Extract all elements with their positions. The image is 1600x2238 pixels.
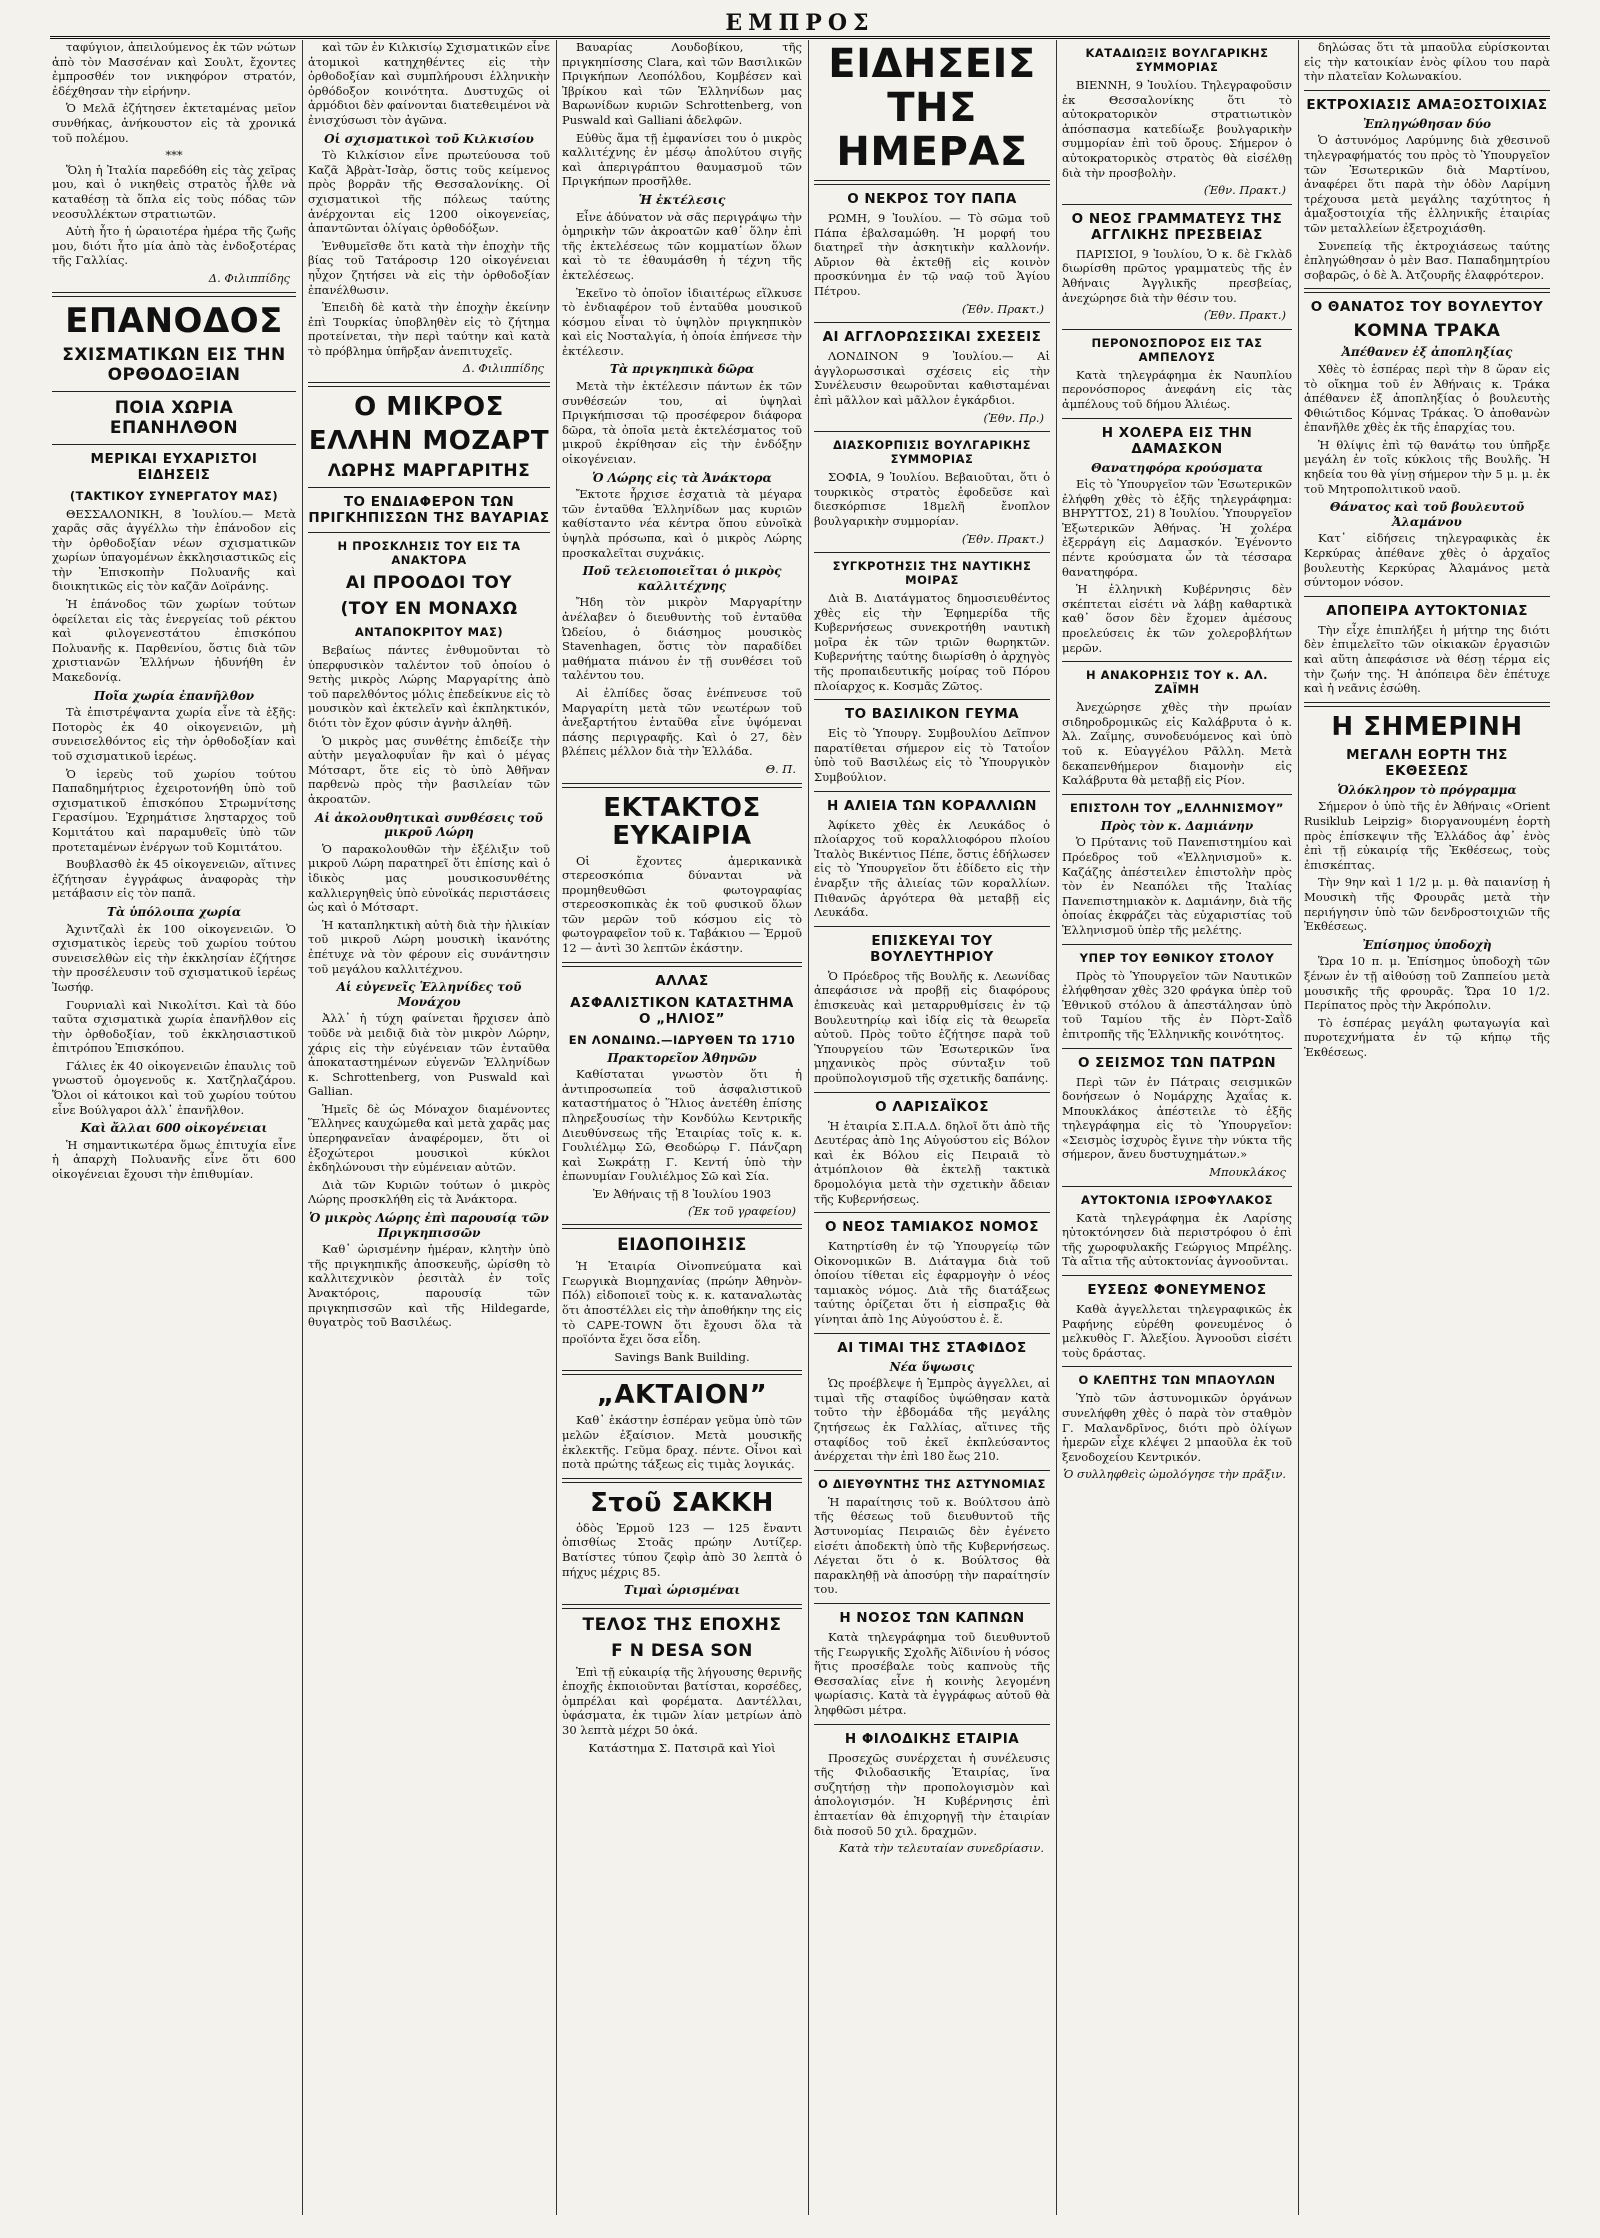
subheading: Αἱ εὐγενεῖς Ἑλληνίδες τοῦ Μονάχου [336,980,522,1009]
article-paragraph: Ἀφίκετο χθὲς ἐκ Λευκάδος ὁ πλοίαρχος τοῦ κοραλλιοφόρου πλοίου Ἰταλὸς Βικέντιος Πέπε, ὅστις ἐδήλωσεν εἰς τὸ Ὑπουργεῖον ὅτι ἐδίδετο εἰς τὴν ἐναρξιν τῆς ἀλιείας τῶν κοραλλίων. Πιθανῶς ἀργότερα θὰ μεταβῇ εἰς Λευκάδα. [814,817,1050,920]
article-paragraph: Ὁ μικρὸς μας συνθέτης ἐπιδείξε τὴν αὐτὴν μεγαλοφυΐαν ἣν καὶ ὁ μέγας Μότσαρτ, ὅτε εἰς τὸ ὑπὸ Ἀθῆναν παρθενὼ πρὸς τὴν βασιλείαν τῶν ἀκροατῶν. [308,733,550,806]
headline-sub: ΣΧΙΣΜΑΤΙΚΩΝ ΕΙΣ ΤΗΝ ΟΡΘΟΔΟΞΙΑΝ [62,344,286,385]
divider [562,783,802,788]
section-stars: *** [165,148,183,163]
divider [562,1478,802,1483]
divider [1304,702,1550,707]
headline-sub: Η ΠΡΟΣΚΛΗΣΙΣ ΤΟΥ ΕΙΣ ΤΑ ΑΝΑΚΤΟΡΑ [337,539,521,568]
article-paragraph: Κατ᾽ εἰδήσεις τηλεγραφικὰς ἐκ Κερκύρας ἀπέθανε χθὲς ὁ ἀρχαῖος βουλευτὴς Κερκύρας Ἀλαμάνος μετὰ σύντομον νόσον. [1304,531,1550,590]
divider [814,699,1050,700]
article-paragraph: Ἡ ἑταιρία Σ.Π.Α.Δ. δηλοῖ ὅτι ἀπὸ τῆς Δευτέρας ἀπὸ 1ης Αὐγούστου εἰς Βόλον καὶ ἐκ Βόλου εἰς Πειραιᾶ τὸ ἀτμόπλοιον θὰ ἐκτελῇ τακτικὰ δρομολόγια μετὰ τὴν σχετικὴν ἄδειαν τῆς Κυβερνήσεως. [814,1118,1050,1206]
headline: ΤΟ ΒΑΣΙΛΙΚΟΝ ΓΕΥΜΑ [844,706,1020,723]
article-paragraph: Ἡμεῖς δὲ ὡς Μόναχον διαμένοντες Ἕλληνες καυχώμεθα καὶ μετὰ χαρᾶς μας ὑπερηφανεῖαν ἀναφέρομεν, ὅτι οἱ ἐξοχώτεροι μουσικοὶ κύκλοι ἐκδηλώνουσι τὴν εὐμένειαν αὐτῶν. [308,1101,550,1175]
article-paragraph: Διὰ Β. Διατάγματος δημοσιευθέντος χθὲς εἰς τὴν Ἐφημερίδα τῆς Κυβερνήσεως συνεκροτήθη ναυτικὴ μοῖρα ἐκ τῶν τριῶν θωρηκτῶν. Κυβερνήτης ταύτης διωρίσθη ὁ ἀρχηγὸς τῆς προπαιδευτικῆς μοίρας τοῦ Πόρου πλοίαρχος κ. Κοσμᾶς Ζῶτος. [814,591,1050,693]
article-paragraph: Ἡ σημαντικωτέρα ὅμως ἐπιτυχία εἶνε ἡ ἀπαρχὴ Πολυανῆς εἶνε ὅτι 600 οἰκογένειαι ἔχουσι τὴν ἐπιθυμίαν. [52,1137,296,1182]
subheading: Τὰ πριγκηπικὰ δῶρα [609,362,755,377]
ad-text: Ἡ Ἑταιρία Οἰνοπνεύματα καὶ Γεωργικὰ Βιομηχανίας (πρώην Ἀθηνὸν-Πόλ) εἰδοποιεῖ τοὺς κ. κ. καταναλωτὰς ὅτι ἀποστέλλει εἰς τὴν ἀποθήκην της εἰς τὸ CAPE-TOWN ὅτι ἔχουσι ὅλα τὰ προϊόντα ἔχει ὅσα εἶδη. [562,1259,802,1347]
ad-subheading: Πρακτορεῖον Ἀθηνῶν [607,1050,757,1065]
article-paragraph: Τὸ ἑσπέρας μεγάλη φωταγωγία καὶ πυροτεχνήματα ἐν τῷ κήπῳ τῆς Ἐκθέσεως. [1304,1015,1550,1059]
column-divider [1056,40,1057,2215]
subheading: Αἱ ἀκολουθητικαὶ συνθέσεις τοῦ μικροῦ Λώρη [315,810,543,840]
article-paragraph: Ἡ ἑλληνικὴ Κυβέρνησις δὲν σκέπτεται εἰσέτι νὰ λάβῃ καθαρτικὰ καθ᾽ ὅσον δὲν ἔχομεν ἀμέσους προελεύσεις ἐκ τῶν χολεροβλήτων μερῶν. [1062,582,1292,655]
ad-headline: Στοῦ ΣΑΚΚΗ [590,1487,774,1518]
headline: ΕΠΙΣΤΟΛΗ ΤΟΥ „ΕΛΛΗΝΙΣΜΟΥ” [1070,800,1284,815]
subheading: Ἐπληγώθησαν δύο [1363,116,1491,131]
article-paragraph: Ἡ παραίτησις τοῦ κ. Βούλτσου ἀπὸ τῆς θέσεως τοῦ διευθυντοῦ τῆς Ἀστυνομίας Πειραιῶς δὲν ἐγένετο εἰσέτι ἀποδεκτὴ ὑπὸ τῆς Κυβερνήσεως. Λέγεται ὅτι ὁ κ. Βούλτσος θὰ παρακληθῇ νὰ ἀποσύρῃ τὴν παραίτησίν του. [814,1494,1050,1597]
ad-headline: ΑΛΛΑΣ [655,972,709,989]
article-paragraph: δηλώσας ὅτι τὰ μπαοῦλα εὑρίσκονται εἰς τὴν κατοικίαν ἑνὸς φίλου του παρὰ τὴν πλατεῖαν Κολωνακίου. [1304,40,1550,84]
source-tag: (Ἐθν. Πρακτ.) [961,301,1044,316]
divider [814,180,1050,185]
divider [1062,661,1292,662]
headline: Η ΑΝΑΚΟΡΗΣΙΣ ΤΟΥ κ. ΑΛ. ΖΑΪΜΗ [1086,668,1268,697]
column-divider [808,40,809,2215]
divider [562,1224,802,1229]
column-divider [1298,40,1299,2215]
author-signature: Δ. Φιλιππίδης [462,361,544,376]
headline-mikros: Ο ΜΙΚΡΟΣ [354,392,504,423]
article-paragraph: Ὁ παρακολουθῶν τὴν ἐξέλιξιν τοῦ μικροῦ Λώρη παρατηρεῖ ὅτι ἐπίσης καὶ ὁ ἰδικὸς μας μουσικοσυνθέτης καλλιεργηθεὶς ὑπὸ εὐνοϊκάς περιστάσεις ὡς καὶ ὁ Μότσαρτ. [308,841,550,915]
article-paragraph: Ὑπὸ τῶν ἀστυνομικῶν ὀργάνων συνελήφθη χθὲς ὁ παρὰ τὸν σταθμὸν Γ. Μαλανδρῖνος, διότι πρὸ ὀλίγων ἡμερῶν εἶχε κλέψει 2 μπαοῦλα ἐκ τοῦ ξενοδοχείου Κεντρικόν. [1062,1391,1292,1464]
ad-headline: ΕΚΤΑΚΤΟΣ ΕΥΚΑΙΡΙΑ [603,792,761,851]
column-divider [302,40,303,2215]
ad-text: Οἱ ἔχοντες ἀμερικανικὰ στερεοσκόπια δύνανται νὰ προμηθευθῶσι φωτογραφίας στερεοσκοπικὰς ἐκ τοῦ φυσικοῦ ὅλων τῶν μερῶν τοῦ κόσμου εἰς τὸ φωτογραφεῖον τοῦ κ. Ταβάκιου — Ἑρμοῦ 12 — ἀντὶ 30 λεπτῶν ἑκάστην. [562,853,802,956]
article-paragraph: Κατὰ τηλεγράφημα ἐκ Ναυπλίου περονόσπορος ἀνεφάνη εἰς τὰς ἀμπέλους τοῦ δήμου Ἁλιέως. [1062,367,1292,411]
divider [1304,596,1550,597]
ad-headline: F N DESA SON [611,1640,753,1661]
headline: ΑΙ ΑΓΓΛΟΡΩΣΣΙΚΑΙ ΣΧΕΣΕΙΣ [822,329,1042,346]
author-signature: Μπουκλάκος [1209,1165,1286,1180]
divider [308,487,550,488]
article-paragraph: Ὡς προέβλεψε ἡ Ἐμπρὸς ἀγγελλει, αἱ τιμαὶ τῆς σταφίδος ὑψώθησαν κατὰ τοῦτο τὴν ἑβδομάδα τῆς μεγάλης ζητήσεως ἐκ Γαλλίας, αἵτινες τῆς σταφίδος τοῦ ἐκεῖ ἐκπλεύσαντος ἀνέρχεται τὴν ἐπὶ 180 ἔως 210. [814,1376,1050,1464]
source-tag: (Ἐθν. Πρακτ.) [1203,308,1286,323]
divider [52,444,296,445]
article-paragraph: Ἀλλ᾽ ἡ τύχη φαίνεται ἤρχισεν ἀπὸ τοῦδε νὰ μειδιᾷ διὰ τὸν μικρὸν Λώρην, χάρις εἰς τὴν εὐγένειαν τῶν ἐνταῦθα ἀποκαταστημένων εὐγενῶν Ἑλληνίδων κ. Schrottenberg, von Puswald καὶ Gallian. [308,1011,550,1099]
subheading: Τὰ ὑπόλοιπα χωρία [106,904,242,919]
article-paragraph: Ἡ ἐπάνοδος τῶν χωρίων τούτων ὀφείλεται εἰς τὰς ἐνεργείας τοῦ ρέκτου καὶ φιλογενεστάτου ἐπισκόπου Πολυανῆς κ. Παρθενίου, ὅστις διὰ τῶν χριστιανῶν Ἑλλήνων ἠδυνήθη ἐν Μακεδονίᾳ. [52,597,296,685]
article-paragraph: ταφύγιον, ἀπειλούμενος ἐκ τῶν νώτων ἀπὸ τὸν Μασσέναν καὶ Σουλτ, ἔχοντες ἐμπροσθέν τον νικηφόρον στρατόν, ἐδέχθησαν τὴν εἰρήνην. [52,40,296,98]
article-paragraph: Ἐπειδὴ δὲ κατὰ τὴν ἐποχὴν ἐκείνην ἐπὶ Τουρκίας ὑποβληθὲν εἰς τὸ ζήτημα προτείνεται, τὴν περὶ ταύτην καὶ κατὰ τὸ πρόβλημα ὑπῆρξαν ἀνεπιτυχεῖς. [308,300,550,358]
ad-text: Ἐπὶ τῇ εὐκαιρίᾳ τῆς λήγουσης θερινῆς ἐποχῆς ἐκποιοῦνται βατίσται, κορσέδες, ὀμπρέλαι καὶ φορέματα. Δαντέλλαι, ὑφάσματα, ἐκ τιμῶν λίαν μετρίων ἀπὸ 30 λεπτὰ μέχρι 50 ὀκά. [562,1664,802,1738]
headline: Ο ΘΑΝΑΤΟΣ ΤΟΥ ΒΟΥΛΕΥΤΟΥ [1310,299,1544,316]
article-paragraph: Αἱ ἐλπίδες ὅσας ἐνέπνευσε τοῦ Μαργαρίτη μετὰ τῶν νεωτέρων τοῦ ἀνεξαρτήτου ἐνταῦθα εἶνε ὑψόμεναι πάσης περιγραφῆς. Καὶ ὁ 27, δὲν βλέπεις μέλλον διὰ τὴν Ἑλλάδα. [562,685,802,759]
article-paragraph: Μετὰ τὴν ἐκτέλεσιν πάντων ἐκ τῶν συνθέσεών του, αἱ ὑψηλαὶ Πριγκήπισσαι τῷ προσέφερον διάφορα δῶρα, τὰ ὁποῖα μετὰ ἐκτελέσματος τοῦ μικροῦ ἐκρίθησαν εἰς τὴν ἐνδόξην οἰκογένειαν. [562,379,802,467]
article-paragraph: Γάλιες ἐκ 40 οἰκογενειῶν ἐπαυλις τοῦ γνωστοῦ ὁμογενοῦς κ. Χατζηλαζάρου. Ὅλοι οἱ κάτοικοι καὶ τοῦ χωρίου τούτου εἶνε Βούλγαροι ἀλλ᾽ ἐπανῆλθον. [52,1058,296,1117]
article-paragraph: Καθὰ ἀγγελλεται τηλεγραφικῶς ἐκ Ραφήνης εὑρέθη φονευμένος ὁ μελκυθὸς Γ. Ἀλεξίου. Ἀγνοοῦσι εἰσέτι τοὺς δράστας. [1062,1302,1292,1360]
subheading: Ὁ μικρὸς Λώρης ἐπὶ παρουσίᾳ τῶν Πριγκηπισσῶν [309,1211,549,1240]
divider [1304,90,1550,91]
headline: ΑΥΤΟΚΤΟΝΙΑ ΙΣΡΟΦΥΛΑΚΟΣ [1081,1192,1273,1207]
headline: ΥΠΕΡ ΤΟΥ ΕΘΝΙΚΟΥ ΣΤΟΛΟΥ [1079,950,1275,965]
article-paragraph: καὶ τῶν ἐν Κιλκισίῳ Σχισματικῶν εἶνε ἀτομικοὶ κατηχηθέντες εἰς τὴν ὀρθοδοξίαν καὶ συμπλήρουσι ἑλληνικὴν ὀρθόδοξον κοινότητα. Δυστυχῶς οἱ ἀρμόδιοι δὲν φαίνονται διατεθειμένοι νὰ ἐνισχύσωσι τὸν ἀγῶνα. [308,40,550,127]
column-4 [814,40,1050,2215]
headline: ΕΠΙΣΚΕΥΑΙ ΤΟΥ ΒΟΥΛΕΥΤΗΡΙΟΥ [870,932,994,965]
column-6 [1304,40,1550,2215]
headline-sub: ΤΟ ΕΝΔΙΑΦΕΡΟΝ ΤΩΝ ΠΡΙΓΚΗΠΙΣΣΩΝ ΤΗΣ ΒΑΥΑΡΙΑΣ [308,494,550,527]
ad-text: Καθ᾽ ἑκάστην ἑσπέραν γεῦμα ὑπὸ τῶν μελῶν ἐξαίσιον. Μετὰ μουσικῆς ἐκλεκτῆς. Γεῦμα δραχ. πέντε. Οἶνοι καὶ ποτὰ πρώτης τάξεως εἰς τιμὰς λογικάς. [562,1413,802,1472]
column-2 [308,40,550,2215]
ad-text: Καθίσταται γνωστὸν ὅτι ἡ ἀντιπροσωπεία τοῦ ἀσφαλιστικοῦ καταστήματος ὁ Ἥλιος ἀνετέθη ἐπίσης πληρεξουσίως τὴν Κονδύλω Κεντρικῆς Διευθύνσεως τῆς Ἑταιρίας τοῖς κ. κ. Γουλιέλμῳ Σῶ, Θεοδώρῳ Γ. Πάνζαρη καὶ Σωκράτῃ Γ. Κεντή ὑπὸ τὴν ἐπωνυμίαν Γουλιέλμος Σῶ καὶ Σία. [562,1067,802,1184]
article-paragraph: Αὐτὴ ἦτο ἡ ὡραιοτέρα ἡμέρα τῆς ζωῆς μου, διότι ἦτο μία ἀπὸ τὰς ἐνδοξοτέρας τῆς Γαλλίας. [52,224,296,268]
divider [52,391,296,392]
article-paragraph: Τὸ Κιλκίσιον εἶνε πρωτεύουσα τοῦ Καζᾶ Ἀβρὰτ-Ἰσὰρ, ὅστις τοῦς κείμενος πρὸς βορρᾶν τῆς Θεσσαλονίκης. Οἱ σχισματικοὶ τῆς πόλεως ταύτης ἀνέρχονται εἰς 1200 οἰκογενείας, ἀπαντῶνται ὁλίγαις ὀρθοδόξων. [308,148,550,236]
author-signature: Θ. Π. [765,761,796,776]
article-paragraph: Ἤδη τὸν μικρὸν Μαργαρίτην ἀνέλαβεν ὁ διευθυντὴς τοῦ ἐνταῦθα Ὠδείου, ὁ διάσημος μουσικὸς Stavenhagen, ὅστις τὸν παραδίδει μαθήματα πιάνου ἐν τῇ συνθέσει τοῦ ταλέντου του. [562,595,802,683]
divider [814,431,1050,432]
article-paragraph: ΣΟΦΙΑ, 9 Ἰουλίου. Βεβαιοῦται, ὅτι ὁ τουρκικὸς στρατὸς ἐφοδεῦσε καὶ διεσκόρπισε 18μελῆ ἔνοπλον βουλγαρικὴν συμμορίαν. [814,470,1050,528]
article-paragraph: Εἰς τὸ Ὑπουργεῖον τῶν Ἐσωτερικῶν ἐλήφθη χθὲς τὸ ἑξῆς τηλεγράφημα: ΒΗΡΥΤΤΟΣ, 21) 8 Ἰουλίου. Ὑπουργεῖον Ἐξωτερικῶν Ἀθήνας. Ἡ χολέρα ἐξερράγη εἰς Δαμασκόν. Ἐγένοντο πέντε κρούσματα ὧν τὰ τέσσαρα θανατηφόρα. [1062,477,1292,579]
ad-text: ὁδὸς Ἑρμοῦ 123 — 125 ἔναντι ὀπισθίως Στοᾶς πρώην Λυτίζερ. Βατίστες τύπου ζεφὶρ ἀπὸ 30 λεπτὰ ὁ πήχυς μέχρις 85. [562,1520,802,1579]
subheading: Καὶ ἄλλαι 600 οἰκογένειαι [80,1121,268,1136]
headline: Ο ΝΕΟΣ ΤΑΜΙΑΚΟΣ ΝΟΜΟΣ [825,1219,1039,1236]
article-paragraph: Ἡ θλίψις ἐπὶ τῷ θανάτῳ του ὑπῆρξε μεγάλη ἐν τοῖς κύκλοις τῆς Βουλῆς. Ἡ κηδεία του θὰ γίνῃ σήμερον τὴν 5 μ. μ. ἐκ τοῦ Μητροπολιτικοῦ ναοῦ. [1304,437,1550,496]
source-tag: (Ἐθν. Πρ.) [983,410,1044,425]
article-paragraph: Βαυαρίας Λουδοβίκου, τῆς πριγκηπίσσης Clara, καὶ τῶν Βασιλικῶν Πριγκήπων Λεοπόλδου, Κομβέσεν καὶ Ἰβρίκου καὶ τῶν Ἑλληνίδων μας Βαρωνίδων κυριῶν Schrottenberg, von Puswald καὶ Galliani ἀδελφῶν. [562,40,802,127]
article-paragraph: ΘΕΣΣΑΛΟΝΙΚΗ, 8 Ἰουλίου.— Μετὰ χαρᾶς σᾶς ἀγγέλλω τὴν ἐπάνοδον εἰς τὴν ὀρθοδοξίαν νέων σχισματικῶν χωρίων ὑπαγομένων ἐκκλησιαστικῶς εἰς τὴν Ἐπισκοπὴν Πολυανῆς καὶ διοικητικῶς εἰς τὸν καζᾶν Δοϊράνης. [52,506,296,594]
subheading: Ποῦ τελειοποιεῖται ὁ μικρὸς καλλιτέχνης [582,564,782,593]
subheading: Ἀπέθανεν ἐξ ἀποπληξίας [1341,345,1513,360]
article-paragraph: Ἡ καταπληκτικὴ αὐτὴ διὰ τὴν ἡλικίαν τοῦ μικροῦ Λώρη μουσικὴ ἱκανότης ἐπέτυχε νὰ τὸν φέρουν εἰς συνάντησιν τοῦ μεγάλου καλλιτέχνου. [308,917,550,976]
headline: ΑΙ ΤΙΜΑΙ ΤΗΣ ΣΤΑΦΙΔΟΣ [837,1339,1027,1356]
article-paragraph: Σήμερον ὁ ὑπὸ τῆς ἐν Ἀθήναις «Orient Rusiklub Leipzig» διοργανουμένη ἑορτὴ πρὸς ἐπίσκεψιν τῆς Ἑλλάδος ἀφ᾽ ἑνὸς ἐπὶ τῇ εὐκαιρίᾳ τῆς Ἐκθέσεως, τοὺς ἐπισκέπτας. [1304,799,1550,872]
ad-signature: (Ἐκ τοῦ γραφείου) [688,1203,796,1218]
article-paragraph: Συνεπείᾳ τῆς ἐκτροχιάσεως ταύτης ἐπληγώθησαν ὁ μὲν Βασ. Παπαδημητρίου σοβαρῶς, ὁ δὲ Ἀ. Ἀτζουρῆς ἐλαφρότερον. [1304,238,1550,282]
article-paragraph: ΠΑΡΙΣΙΟΙ, 9 Ἰουλίου, Ὁ κ. δὲ Γκλὰδ διωρίσθη πρῶτος γραμματεὺς τῆς ἐν Ἀθήναις Ἀγγλικῆς πρεσβείας, ἀνεχώρησε διὰ τὴν θέσιν του. [1062,246,1292,305]
headline: Ο ΚΛΕΠΤΗΣ ΤΩΝ ΜΠΑΟΥΛΩΝ [1078,1373,1276,1388]
column-1 [52,40,296,2215]
headline: Ο ΣΕΙΣΜΟΣ ΤΩΝ ΠΑΤΡΩΝ [1077,1054,1276,1071]
article-paragraph: Βεβαίως πάντες ἐνθυμοῦνται τὸ ὑπερφυσικὸν ταλέντον τοῦ ὁποίου ὁ 9ετὴς μικρὸς Λώρης Μαργαρίτης ἀπὸ τοῦ παρελθόντος μόλις ἐπεδείκνυε εἰς τὸ μουσικὸν καὶ ἐκτελεῖν καὶ ἐκπληκτικόν, διότι τὸν ἔχον φύσιν ἀγνὴν ἀληθῆ. [308,643,550,731]
headline: ΕΥΣΕΩΣ ΦΟΝΕΥΜΕΝΟΣ [1087,1282,1267,1299]
article-paragraph: Εἰς τὸ Ὑπουργ. Συμβουλίου Δεῖπνον παρατίθεται σήμερον εἰς τὸ Τατοΐον ὑπὸ τοῦ Βασιλέως εἰς τὸ Ὑπουργικὸν Συμβούλιον. [814,726,1050,785]
article-paragraph: Πρὸς τὸ Ὑπουργεῖον τῶν Ναυτικῶν ἐλήφθησαν χθὲς 320 φράγκα ὑπὲρ τοῦ Ἐθνικοῦ στόλου ἃ ἀπεστάλησαν ὑπὸ τοῦ Ταμίου τῆς ἐν Πὸρτ-Σαῒδ ἐπιτροπῆς τῆς Ἑλληνικῆς κοινότητος. [1062,968,1292,1041]
divider [1062,1186,1292,1187]
divider [1304,288,1550,293]
headline: ΚΑΤΑΔΙΩΞΙΣ ΒΟΥΛΓΑΡΙΚΗΣ ΣΥΜΜΟΡΙΑΣ [1085,46,1269,74]
divider [814,1092,1050,1093]
headline: Ο ΛΑΡΙΣΑΪΚΟΣ [875,1098,989,1115]
article-paragraph: Ὁ ἀστυνόμος Λαρύμνης διὰ χθεσινοῦ τηλεγραφήματός του πρὸς τὸ Ὑπουργεῖον τῶν Ἐσωτερικῶν διὰ Μαρτίνου, ἀναφέρει ὅτι παρὰ τὴν ὁδὸν Λαρίμνη τρέχουσα μετὰ μεγάλης ταχύτητος ἡ ἁμαξοστοιχία τῆς ἑλληνικῆς ἑταιρίας τῶν μεταλλείων ἐξετροχιάσθη. [1304,133,1550,235]
subheading: Ὁ Λώρης εἰς τὰ Ἀνάκτορα [592,470,772,485]
divider [1062,418,1292,419]
headline: Η ΣΗΜΕΡΙΝΗ [1331,711,1523,742]
article-paragraph: ΒΙΕΝΝΗ, 9 Ἰουλίου. Τηλεγραφοῦσιν ἐκ Θεσσαλονίκης ὅτι τὸ αὐτοκρατορικὸν στρατιωτικὸν ἀπόσπασμα κατεδίωξε βουλγαρικὴν συμμορίαν ἐπὶ τοῦ ὄρους. Σήμερον ὁ αὐτοκρατορικὸς στρατὸς θὰ εἰσέλθῃ διὰ τὴν προσβολὴν. [1062,78,1292,180]
ad-subheading: ΕΝ ΛΟΝΔΙΝΩ.—ΙΔΡΥΘΕΝ ΤΩ 1710 [568,1032,796,1047]
divider [1062,1366,1292,1367]
article-note: Κατὰ τὴν τελευταίαν συνεδρίασιν. [838,1841,1044,1856]
headline: ΔΙΑΣΚΟΡΠΙΣΙΣ ΒΟΥΛΓΑΡΙΚΗΣ ΣΥΜΜΟΡΙΑΣ [832,438,1032,467]
divider [562,1604,802,1609]
column-5 [1062,40,1292,2215]
ad-signature: Κατάστημα Σ. Πατσιρᾶ καὶ Υἱοὶ [588,1740,776,1755]
headline: ΕΚΤΡΟΧΙΑΣΙΣ ΑΜΑΞΟΣΤΟΙΧΙΑΣ [1306,96,1548,113]
headline-sub: ΠΟΙΑ ΧΩΡΙΑ ΕΠΑΝΗΛΘΟΝ [109,397,239,438]
article-paragraph: Ἀχιντζαλὶ ἐκ 100 οἰκογενειῶν. Ὁ σχισματικὸς ἱερεὺς τοῦ χωρίου τούτου συνεισελθὼν εἰς τὴν ἐκκλησίαν ἐζήτησε τὴν προσέλευσιν τοῦ σχισματικοῦ ἱερέως Ἰωσήφ. [52,921,296,994]
article-paragraph: ΛΟΝΔΙΝΟΝ 9 Ἰουλίου.— Αἱ ἀγγλορωσσικαὶ σχέσεις εἰς τὴν Συνέλευσιν θεωροῦνται καθισταμέναι ἐπὶ μᾶλλον καὶ μᾶλλον ἐγκάρδιοι. [814,349,1050,407]
headline-sub: ΑΙ ΠΡΟΟΔΟΙ ΤΟΥ [345,573,513,594]
headline-sub: ΜΕΡΙΚΑΙ ΕΥΧΑΡΙΣΤΟΙ ΕΙΔΗΣΕΙΣ [90,450,258,483]
source-tag: (Ἐθν. Πρακτ.) [1203,183,1286,198]
ad-headline: ΑΣΦΑΛΙΣΤΙΚΟΝ ΚΑΤΑΣΤΗΜΑ Ο „ΗΛΙΟΣ” [570,994,794,1027]
article-paragraph: Ἀνεχώρησε χθὲς τὴν πρωίαν σιδηροδρομικῶς εἰς Καλάβρυτα ὁ κ. Ἀλ. Ζαΐμης, συνοδευόμενος καὶ ὑπὸ τοῦ κ. Εὐαγγέλου Ρᾶλλη. Μετὰ δεκαπενθήμερον διαμονὴν εἰς Καλάβρυτα θὰ μεταβῇ εἰς Ρίον. [1062,700,1292,788]
subheading: Ποῖα χωρία ἐπανῆλθον [93,688,255,703]
newspaper-title: ΕΜΠΡΟΣ [725,10,875,36]
article-paragraph: Ὅλη ἡ Ἰταλία παρεδόθη εἰς τὰς χεῖρας μου, καὶ ὁ νικηθεὶς στρατὸς ἦλθε νὰ καταθέσῃ τὰ ὅπλα εἰς τοὺς πόδας τῶν νεοσυλλέκτων στρατιωτῶν. [52,162,296,221]
ad-headline: „ΑΚΤΑΙΟΝ” [596,1380,768,1411]
ad-address: Savings Bank Building. [614,1349,750,1364]
article-note: Ὁ συλληφθεὶς ὡμολόγησε τὴν πρᾶξιν. [1063,1467,1286,1482]
section-banner: ΕΙΔΗΣΕΙΣ ΤΗΣ ΗΜΕΡΑΣ [828,41,1036,175]
article-paragraph: Κατὰ τηλεγράφημα ἐκ Λαρίσης ηὐτοκτόνησεν διὰ περιστρόφου ὁ ἐπὶ τῆς χωροφυλακῆς Γεώργιος Μπρέλης. Τὰ αἴτια τῆς αὐτοκτονίας ἀγνοοῦνται. [1062,1210,1292,1269]
column-3 [562,40,802,2215]
ad-date: Ἐν Ἀθήναις τῇ 8 Ἰουλίου 1903 [592,1187,772,1201]
article-paragraph: Τὴν 9ην καὶ 1 1/2 μ. μ. θὰ παιανίσῃ ἡ Μουσικὴ τῆς Φρουρᾶς μετὰ τὴν περιήγησιν ὑπὸ τῶν δενδροστοιχιῶν τῆς Ἐκθέσεως. [1304,875,1550,934]
article-paragraph: Ἔκτοτε ἦρχισε ἐσχατιὰ τὰ μέγαρα τῶν ἐνταῦθα Ἑλληνίδων μας κυριῶν καθίσταντο νέα κέντρα ὅπου εὐνοῖκὰ ὑψηλὰ πρόσωπα, καὶ ὁ μικρὸς Λώρης προσκαλεῖται συχνάκις. [562,487,802,560]
divider [814,1470,1050,1471]
article-paragraph: Ὁ Πρύτανις τοῦ Πανεπιστημίου καὶ Πρόεδρος τοῦ «Ἑλληνισμοῦ» κ. Καζάζης ἀπέστειλεν ἐπιστολὴν πρὸς τὸν ἐν Νεαπόλει τῆς Ἰταλίας Πανεπιστημιακὸν κ. Δαμιάνην, διὰ τῆς ὁποίας ἐκφράζει τὰς εὐχαριστίας τοῦ Ἑλληνισμοῦ ὑπὲρ τῆς μελέτης. [1062,835,1292,937]
divider [1062,1048,1292,1049]
divider [1062,1275,1292,1276]
article-paragraph: Τὰ ἐπιστρέψαντα χωρία εἶνε τὰ ἑξῆς: Ποτορὸς ἐκ 40 οἰκογενειῶν, μὴ συνεισελθόντος εἰς τὴν ὀρθοδοξίαν καὶ τοῦ σχισματικοῦ ἱερέως. [52,705,296,763]
article-paragraph: Εὐθὺς ἅμα τῇ ἐμφανίσει του ὁ μικρὸς καλλιτέχνης ἐν μέσῳ ἀπολύτου σιγῆς καὶ ἀπεριγράπτου θαυμασμοῦ τῶν Πριγκήπων προσῆλθε. [562,130,802,189]
headline-epanodos: ΕΠΑΝΟΔΟΣ [65,300,283,341]
subheading: Θάνατος καὶ τοῦ βουλευτοῦ Ἀλαμάνου [1329,500,1525,529]
headline: Ο ΝΕΚΡΟΣ ΤΟΥ ΠΑΠΑ [847,191,1017,207]
article-paragraph: Ὁ ἱερεὺς τοῦ χωρίου τούτου Παπαδημήτριος ἐχειροτονήθη ὑπὸ τοῦ σχισματικοῦ ἐπισκόπου Στρωμνίτσης Γερασίμου. Ἐχρημάτισε λησταρχος τοῦ Κομιτάτου καὶ παραμυθεῖς ὑπὸ τῶν προτεταμένων ἐνέργων τοῦ Κομιτάτου. [52,766,296,854]
divider [814,1724,1050,1725]
divider [814,322,1050,323]
byline: (ΤΑΚΤΙΚΟΥ ΣΥΝΕΡΓΑΤΟΥ ΜΑΣ) [69,488,279,503]
divider [1062,329,1292,330]
headline: ΜΕΓΑΛΗ ΕΟΡΤΗ ΤΗΣ ΕΚΘΕΣΕΩΣ [1346,746,1508,779]
divider [308,382,550,387]
subheading: Ἐπίσημος ὑποδοχὴ [1362,937,1492,952]
author-signature: Δ. Φιλιππίδης [208,270,290,285]
article-paragraph: ΡΩΜΗ, 9 Ἰουλίου. — Τὸ σῶμα τοῦ Πάπα ἐβαλσαμώθη. Ἡ μορφή του διατηρεῖ τὴν ἀσκητικὴν καλλονήν. Αὔριον θὰ ἐκτεθῇ εἰς κοινὸν προσκύνημα ἐν τῷ ναῷ τοῦ Ἁγίου Πέτρου. [814,211,1050,298]
divider [814,1333,1050,1334]
article-paragraph: Διὰ τῶν Κυριῶν τούτων ὁ μικρὸς Λώρης προσκλήθη εἰς τὰ Ἀνάκτορα. [308,1177,550,1207]
divider [814,926,1050,927]
headline: ΣΥΓΚΡΟΤΗΣΙΣ ΤΗΣ ΝΑΥΤΙΚΗΣ ΜΟΙΡΑΣ [832,559,1032,588]
headline: Ο ΔΙΕΥΘΥΝΤΗΣ ΤΗΣ ΑΣΤΥΝΟΜΙΑΣ [818,1476,1046,1491]
divider [52,292,296,297]
article-paragraph: Προσεχῶς συνέρχεται ἡ συνέλευσις τῆς Φιλοδασικῆς Ἑταιρίας, ἵνα συζητήσῃ τὴν προπολογισμὸν καὶ ἀπολογισμόν. Ἡ Κυβέρνησις ἐπὶ ἐπταετίαν θὰ ἐπιχορηγῇ τὴν ἑταιρίαν διὰ ποσοῦ 50 χιλ. δραχμῶν. [814,1750,1050,1838]
divider [1062,944,1292,945]
article-paragraph: Χθὲς τὸ ἑσπέρας περὶ τὴν 8 ὥραν εἰς τὸ οἴκημα τοῦ ἐν Ἀθήναις κ. Τράκα ἀπέθανεν ἐξ ἀποπληξίας ὁ βουλευτὴς Φθιώτιδος Κόμνας Τράκας. Ὁ ἀποθανὼν ἐπανῆλθε χθὲς ἐκ τῆς ἐπαρχίας του. [1304,361,1550,435]
divider [1062,794,1292,795]
headline: ΠΕΡΟΝΟΣΠΟΡΟΣ ΕΙΣ ΤΑΣ ΑΜΠΕΛΟΥΣ [1091,335,1263,364]
article-paragraph: Καθ᾽ ὡρισμένην ἡμέραν, κλητὴν ὑπὸ τῆς πριγκηπικῆς ἀποσκευῆς, ὡρίσθη τὸ καλλιτεχνικὸν ῥεσιτὰλ ἐν τοῖς Ἀνακτόροις, παρουσίᾳ τῶν πριγκηπισσῶν καὶ τῆς Hildegarde, θυγατρὸς τοῦ Βασιλέως. [308,1242,550,1330]
article-paragraph: Ὁ Πρόεδρος τῆς Βουλῆς κ. Λεωνίδας ἀπεφάσισε νὰ προβῇ εἰς διαφόρους ἐπισκευὰς καὶ μεταρρυθμίσεις ἐν τῷ Βουλευτηρίῳ καὶ ἰδίᾳ εἰς τὰ θεωρεῖα αὐτοῦ. Πρὸς τοῦτο ἐζήτησε παρὰ τοῦ Ὑπουργείου τῶν Ἐσωτερικῶν ἵνα μηχανικὸς πρὸς σύνταξιν τοῦ προϋπολογισμοῦ τῆς σχετικῆς δαπάνης. [814,968,1050,1085]
article-paragraph: Εἶνε ἀδύνατον νὰ σᾶς περιγράψω τὴν ὁμηρικὴν τῶν ἀκροατῶν καθ᾽ ὅλην ἐπὶ τῆς ἐκτελέσεως τῶν κομματίων ὅλων καὶ τὸ τε ἐθαυμάσθη ἡ τέχνη τῆς ἐκτελέσεως. [562,209,802,282]
subheading: Οἱ σχισματικοὶ τοῦ Κιλκισίου [324,131,534,146]
divider [562,962,802,967]
headline: Η ΧΟΛΕΡΑ ΕΙΣ ΤΗΝ ΔΑΜΑΣΚΟΝ [1101,424,1253,457]
article-paragraph: Ἐνθυμεῖσθε ὅτι κατὰ τὴν ἐποχὴν τῆς βίας τοῦ Τατάροσιρ 120 οἰκογένειαι ηὖχον ζητήσει νὰ εἰς τὴν ὀρθοδοξίαν ἐπανέλθωσιν. [308,238,550,297]
source-tag: (Ἐθν. Πρακτ.) [961,531,1044,546]
headline: Η ΑΛΙΕΙΑ ΤΩΝ ΚΟΡΑΛΛΙΩΝ [827,797,1037,814]
divider [814,1212,1050,1213]
divider [814,1603,1050,1604]
article-paragraph: Ὁ Μελᾶ ἐζήτησεν ἐκτεταμένας μεῖον συνθήκας, ἀνήκουστον εἰς τὰ χρονικά τοῦ πολέμου. [52,101,296,145]
divider [1062,204,1292,205]
article-paragraph: Τὴν εἶχε ἐπιπλήξει ἡ μήτηρ της διότι δὲν ἐπιμελεῖτο τῶν οἰκιακῶν ἐργασιῶν καὶ αὕτη ἀπεφάσισε νὰ θέσῃ τέρμα εἰς τὴν ζωήν της. Ἡ ἀπόπειρα δὲν ἐπέτυχε καὶ ἡ νεᾶνις ἐσώθη. [1304,622,1550,696]
article-paragraph: Γουρνιαλὶ καὶ Νικολίτσι. Καὶ τὰ δύο ταῦτα σχισματικὰ χωρία ἐπανῆλθον εἰς τὴν ὀρθοδοξίαν, τοῦ ἐκκλησιαστικοῦ ἐπιτρόπου Ἐπισκόπου. [52,997,296,1056]
headline-sub: (ΤΟΥ ΕΝ ΜΟΝΑΧΩ [340,599,518,620]
byline: ΑΝΤΑΠΟΚΡΙΤΟΥ ΜΑΣ) [354,625,504,640]
ad-headline: ΕΙΔΟΠΟΙΗΣΙΣ [617,1235,747,1256]
divider [814,552,1050,553]
headline: Ο ΝΕΟΣ ΓΡΑΜΜΑΤΕΥΣ ΤΗΣ ΑΓΓΛΙΚΗΣ ΠΡΕΣΒΕΙΑΣ [1071,210,1283,243]
divider [814,791,1050,792]
subheading: Ἡ ἐκτέλεσις [638,192,726,207]
ad-subheading: Τιμαὶ ὡρισμέναι [623,1583,741,1598]
headline: ΑΠΟΠΕΙΡΑ ΑΥΤΟΚΤΟΝΙΑΣ [1326,602,1528,619]
divider [308,532,550,533]
ad-headline: ΤΕΛΟΣ ΤΗΣ ΕΠΟΧΗΣ [582,1614,782,1635]
subheading: Ὁλόκληρον τὸ πρόγραμμα [1337,782,1517,797]
headline-name: ΛΩΡΗΣ ΜΑΡΓΑΡΙΤΗΣ [327,461,531,482]
article-paragraph: Κατηρτίσθη ἐν τῷ Ὑπουργείῳ τῶν Οἰκονομικῶν Β. Διάταγμα διὰ τοῦ ὁποίου τίθεται εἰς ἐφαρμογὴν ὁ νέος ταμιακὸς νόμος. Διὰ τῆς διατάξεως ταύτης ὁρίζεται ὅτι ἡ εἰσπραξις θὰ γίνηται ἀπὸ 1ης Αὐγούστου ἐ. ἔ. [814,1239,1050,1327]
article-paragraph: Ὥρα 10 π. μ. Ἐπίσημος ὑποδοχὴ τῶν ξένων ἐν τῇ αἰθούσῃ τοῦ Ζαππείου μετὰ μουσικῆς τῆς φρουρᾶς. Ὥρα 10 1/2. Περίπατος πρὸς τὴν Ἀκρόπολιν. [1304,954,1550,1013]
headline: Η ΦΙΛΟΔΙΚΗΣ ΕΤΑΙΡΙΑ [844,1730,1020,1747]
headline: ΚΟΜΝΑ ΤΡΑΚΑ [1353,321,1501,342]
article-paragraph: Περὶ τῶν ἐν Πάτραις σεισμικῶν δονήσεων ὁ Νομάρχης Ἀχαΐας κ. Μπουκλάκος ἀπέστειλε τὸ ἑξῆς τηλεγράφημα εἰς τὸ Ὑπουργεῖον: «Σεισμὸς ἰσχυρὸς ἔγινε τὴν νύκτα τῆς σήμερον, ἄνευ δυστυχημάτων.» [1062,1074,1292,1162]
article-paragraph: Ἐκεῖνο τὸ ὁποῖον ἰδιαιτέρως εἵλκυσε τὸ ἐνδιαφέρον τοῦ ἐνταῦθα μουσικοῦ κόσμου εἶναι τὸ ὑψηλὸν πριγκηπικὸν καὶ εἰς Νοσταλγία, ἡ ὁποία ἐπήνεσε τὴν ἐκτέλεσιν. [562,285,802,358]
article-paragraph: Βουβλασθὸ ἐκ 45 οἰκογενειῶν, αἵτινες ἐζήτησαν ἐγγράφως ἀναφορὰς τὴν μετάβασιν εἰς τὸν παπᾶ. [52,857,296,901]
subheading: Πρὸς τὸν κ. Δαμιάνην [1100,818,1254,833]
masthead [50,10,1550,39]
headline-mozart: ΕΛΛΗΝ ΜΟΖΑΡΤ [308,426,550,457]
article-paragraph: Κατὰ τηλεγράφημα τοῦ διευθυντοῦ τῆς Γεωργικῆς Σχολῆς Ἀϊδινίου ἡ νόσος ἥτις προσέβαλε τοὺς καπνοὺς τῆς Θεσσαλίας εἶνε ἡ κοινὴς λεγομένη ψωρίασις. Κατὰ τὰ ἐγγράφως αὐτοῦ θὰ ληφθῶσι μέτρα. [814,1629,1050,1717]
divider [562,1370,802,1375]
subheading: Θανατηφόρα κρούσματα [1091,460,1263,475]
column-divider [556,40,557,2215]
subheading: Νέα ὕψωσις [889,1359,975,1374]
headline: Η ΝΟΣΟΣ ΤΩΝ ΚΑΠΝΩΝ [839,1609,1025,1626]
